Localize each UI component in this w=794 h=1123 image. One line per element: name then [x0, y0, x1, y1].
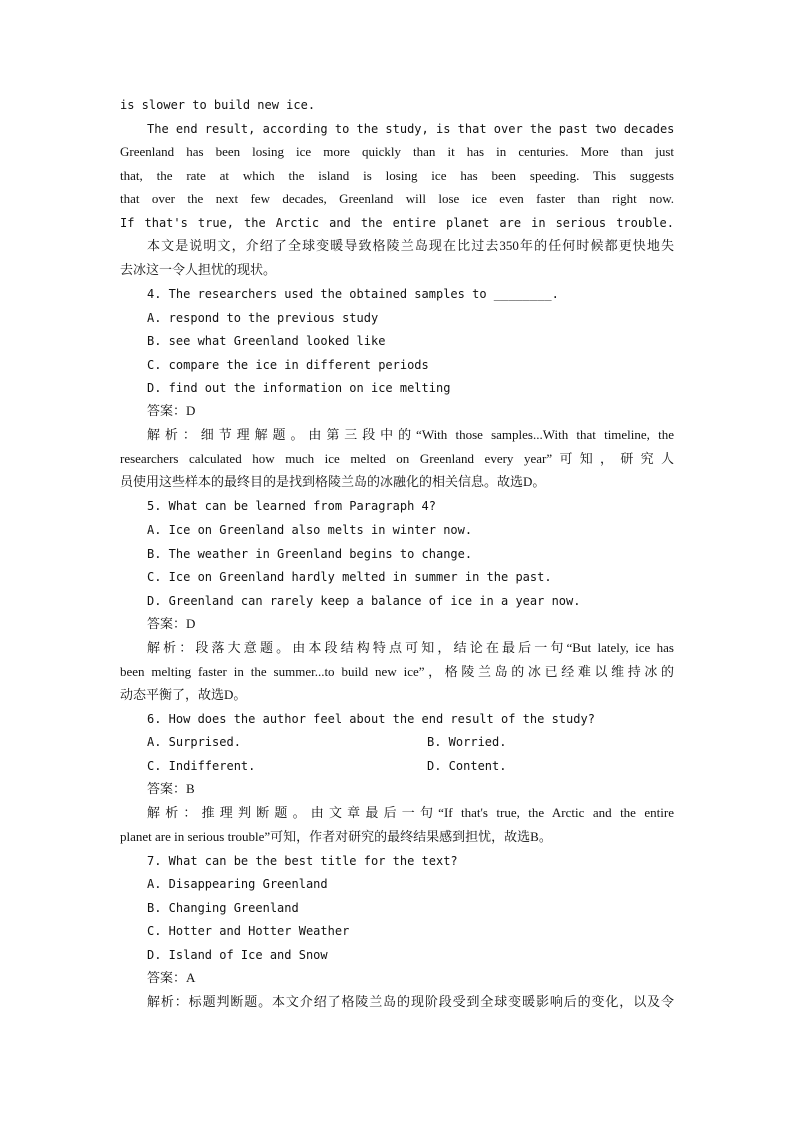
option-a: A. Ice on Greenland also melts in winter now. [147, 523, 473, 537]
option-b: B. The weather in Greenland begins to change. [147, 547, 473, 561]
option-b: B. Worried. [427, 735, 507, 749]
explanation-line: 解析：标题判断题。本文介绍了格陵兰岛的现阶段受到全球变暖影响后的变化，以及令 [147, 994, 674, 1009]
question-stem: 6. How does the author feel about the end result of the study? [147, 712, 595, 726]
explanation-line: 解析：细节理解题。由第三段中的“With those samples...With that timeline, the [147, 427, 674, 442]
explanation-line: been melting faster in the summer...to build new ice”，格陵兰岛的冰已经难以维持冰的 [120, 664, 674, 679]
passage-line: Greenland has been losing ice more quickly than it has in centuries. More than just [120, 144, 674, 159]
option-c: C. Ice on Greenland hardly melted in summer in the past. [147, 570, 552, 584]
answer-label: 答案：A [147, 970, 196, 985]
question-stem: 7. What can be the best title for the text? [147, 854, 458, 868]
explanation-line: 解析：推理判断题。由文章最后一句“If that's true, the Arctic and the entire [147, 805, 674, 820]
option-a: A. respond to the previous study [147, 311, 379, 325]
option-c: C. compare the ice in different periods [147, 358, 429, 372]
explanation-line: 动态平衡了，故选D。 [120, 687, 247, 702]
passage-line: that, the rate at which the island is losing ice has been speeding. This suggests [120, 168, 674, 183]
option-c: C. Hotter and Hotter Weather [147, 924, 350, 938]
question-stem: 5. What can be learned from Paragraph 4? [147, 499, 436, 513]
passage-line: is slower to build new ice. [120, 98, 316, 112]
option-d: D. Island of Ice and Snow [147, 948, 328, 962]
explanation-line: planet are in serious trouble”可知，作者对研究的最终结果感到担忧，故选B。 [120, 829, 552, 844]
option-b: B. see what Greenland looked like [147, 334, 386, 348]
summary-line: 去冰这一令人担忧的现状。 [120, 262, 277, 277]
explanation-line: researchers calculated how much ice melted on Greenland every year”可知，研究人 [120, 451, 674, 466]
question-stem: 4. The researchers used the obtained samples to ________. [147, 287, 559, 301]
option-d: D. Greenland can rarely keep a balance of ice in a year now. [147, 594, 581, 608]
summary-line: 本文是说明文，介绍了全球变暖导致格陵兰岛现在比过去350年的任何时候都更快地失 [147, 238, 674, 253]
option-a: A. Disappearing Greenland [147, 877, 328, 891]
answer-label: 答案：D [147, 403, 196, 418]
option-b: B. Changing Greenland [147, 901, 299, 915]
answer-label: 答案：B [147, 781, 195, 796]
option-a: A. Surprised. [147, 735, 241, 749]
option-c: C. Indifferent. [147, 759, 256, 773]
passage-line: The end result, according to the study, is that over the past two decades [147, 122, 674, 136]
passage-line: that over the next few decades, Greenland will lose ice even faster than right now. [120, 191, 674, 206]
answer-label: 答案：D [147, 616, 196, 631]
option-d: D. find out the information on ice melting [147, 381, 451, 395]
option-d: D. Content. [427, 759, 507, 773]
explanation-line: 解析：段落大意题。由本段结构特点可知，结论在最后一句“But lately, ice has [147, 640, 674, 655]
passage-line: If that's true, the Arctic and the entire planet are in serious trouble. [120, 216, 674, 230]
explanation-line: 员使用这些样本的最终目的是找到格陵兰岛的冰融化的相关信息。故选D。 [120, 474, 546, 489]
